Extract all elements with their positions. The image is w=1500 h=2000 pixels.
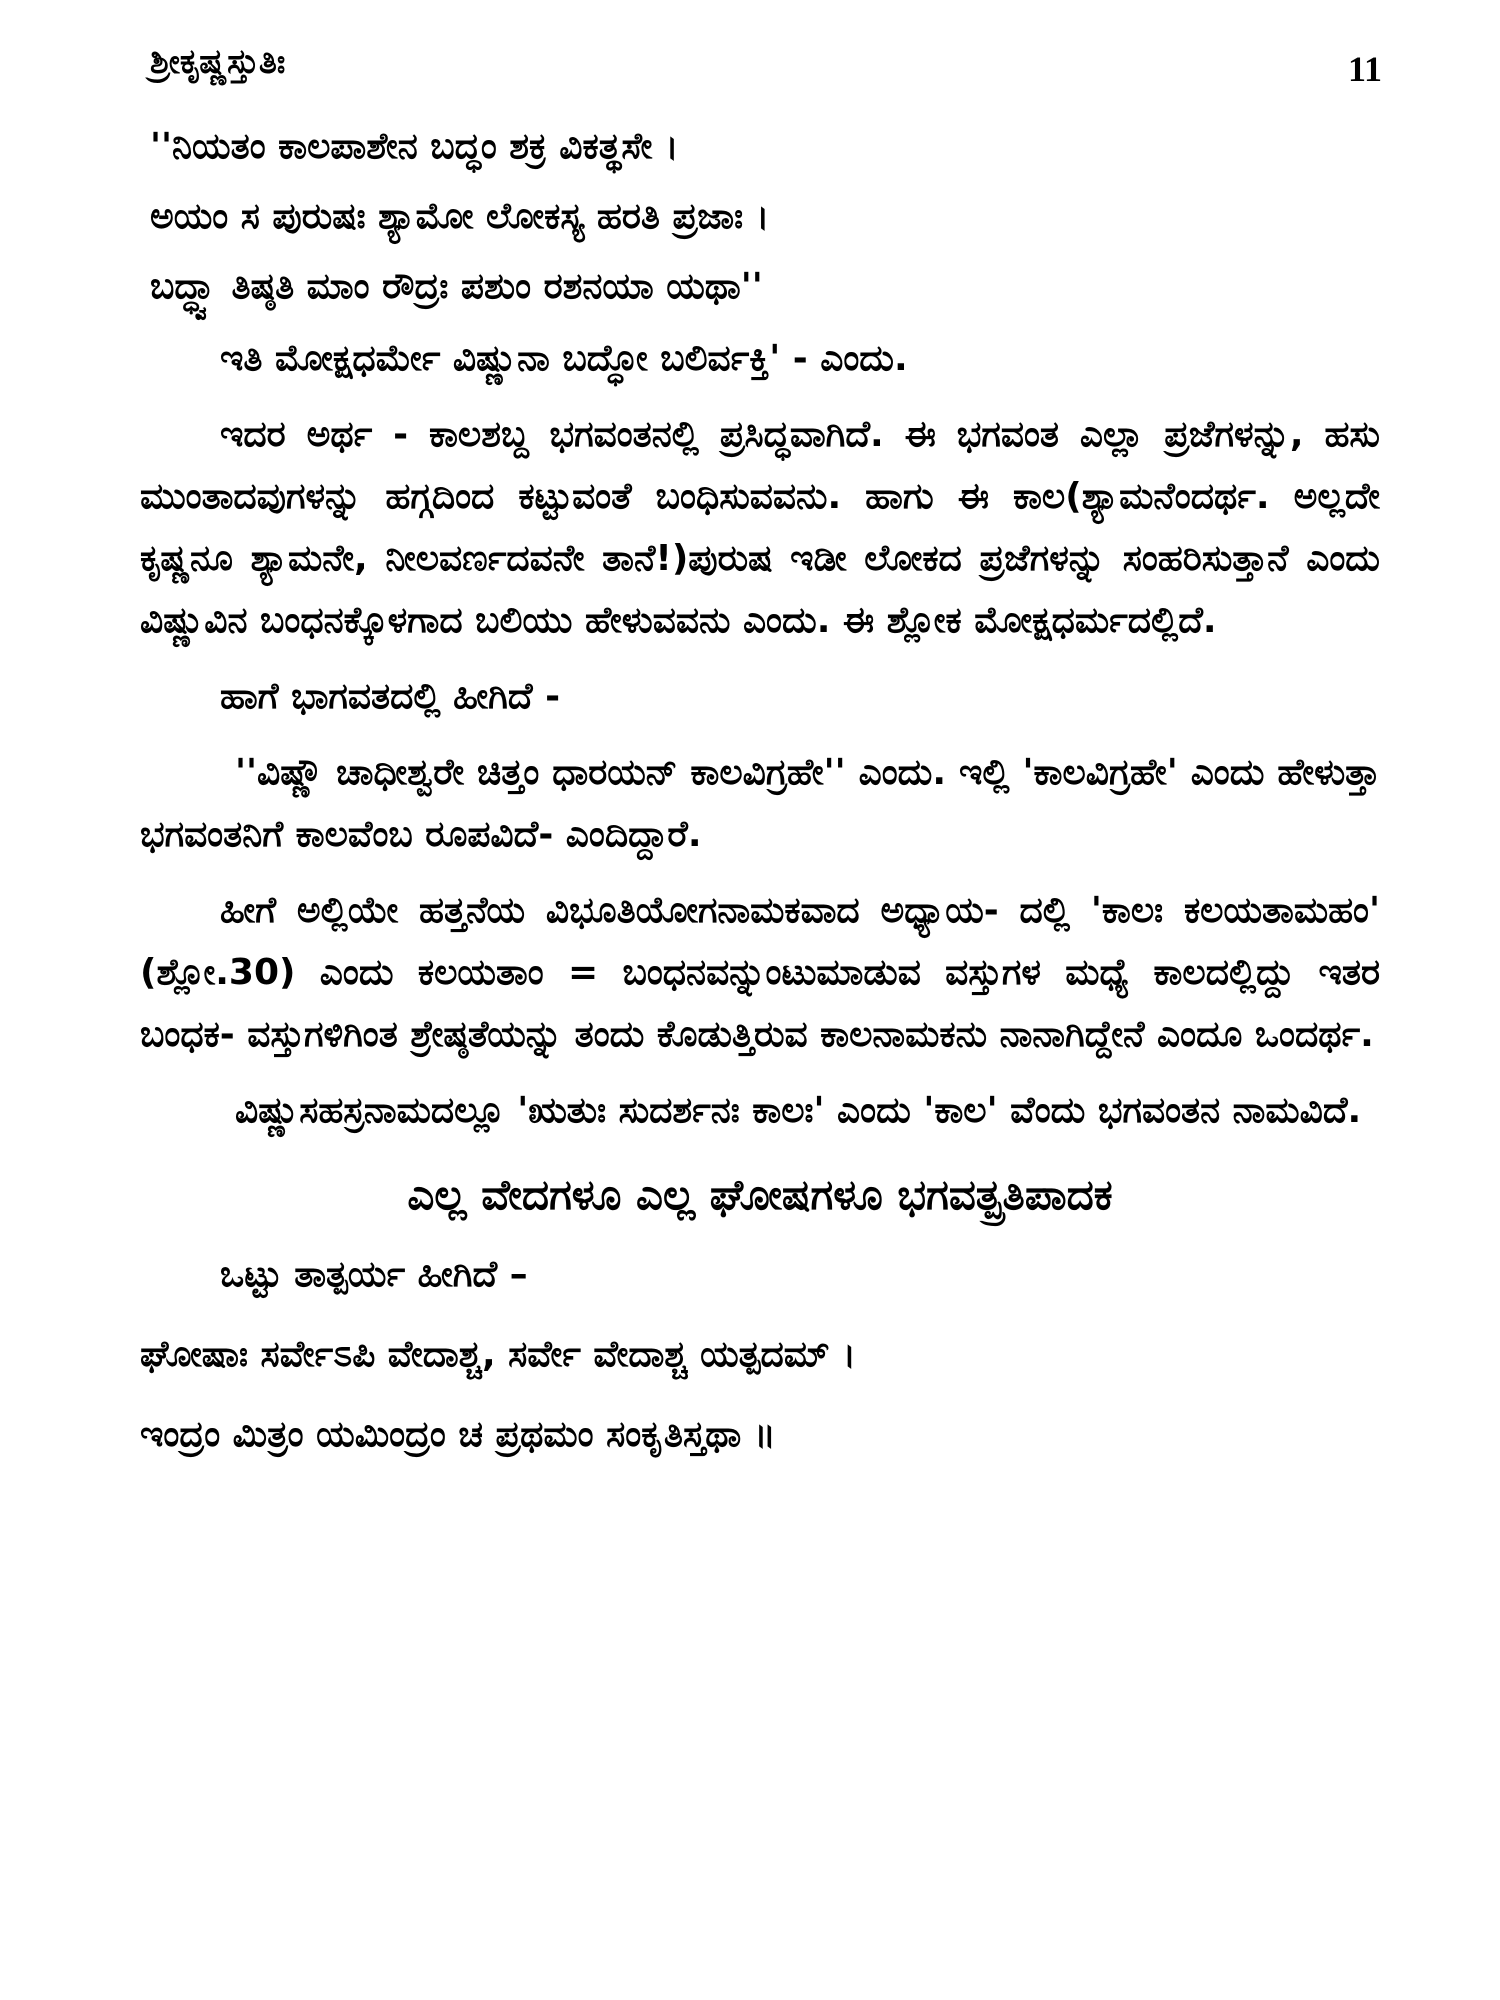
verse-line: ಅಯಂ ಸ ಪುರುಷಃ ಶ್ಯಾಮೋ ಲೋಕಸ್ಯ ಹರತಿ ಪ್ರಜಾಃ । bbox=[150, 196, 770, 237]
paragraph-bhagavata-quote: ''ವಿಷ್ಣೌ ಚಾಧೀಶ್ವರೇ ಚಿತ್ತಂ ಧಾರಯನ್ ಕಾಲವಿಗ್ರಹೇ'' ಎಂದು. ಇಲ್ಲಿ 'ಕಾಲವಿಗ್ರಹೇ' ಎಂದು ಹೇಳುತ್ತಾ ಭಗವಂತನಿಗೆ ಕಾಲವೆಂಬ ರೂಪವಿದೆ- ಎಂದಿದ್ದಾರೆ. bbox=[140, 752, 1380, 855]
paragraph-bhagavata-intro: ಹಾಗೆ ಭಾಗವತದಲ್ಲಿ ಹೀಗಿದೆ - bbox=[220, 676, 561, 717]
page-number: 11 bbox=[1347, 49, 1382, 89]
final-verse-block bbox=[140, 1324, 1380, 1466]
verse-line: ಬದ್ಧ್ವಾ ತಿಷ್ಠತಿ ಮಾಂ ರೌದ್ರಃ ಪಶುಂ ರಶನಯಾ ಯಥಾ'' bbox=[150, 266, 763, 307]
running-header-title: ಶ್ರೀಕೃಷ್ಣಸ್ತುತಿಃ bbox=[150, 42, 286, 82]
page-body bbox=[140, 118, 1380, 1480]
paragraph-citation: ಇತಿ ಮೋಕ್ಷಧರ್ಮೇ ವಿಷ್ಣುನಾ ಬದ್ಧೋ ಬಲಿರ್ವಕ್ತಿ' - ಎಂದು. bbox=[220, 338, 908, 379]
verse-line: ಇಂದ್ರಂ ಮಿತ್ರಂ ಯಮಿಂದ್ರಂ ಚ ಪ್ರಥಮಂ ಸಂಕೃತಿಸ್ತಥಾ ॥ bbox=[140, 1414, 776, 1455]
section-heading: ಎಲ್ಲ ವೇದಗಳೂ ಎಲ್ಲ ಘೋಷಗಳೂ ಭಗವತ್ಪ್ರತಿಪಾದಕ bbox=[407, 1170, 1113, 1219]
paragraph-meaning: ಇದರ ಅರ್ಥ - ಕಾಲಶಬ್ದ ಭಗವಂತನಲ್ಲಿ ಪ್ರಸಿದ್ಧವಾಗಿದೆ. ಈ ಭಗವಂತ ಎಲ್ಲಾ ಪ್ರಜೆಗಳನ್ನು, ಹಸು ಮುಂತಾದವುಗಳನ್ನು ಹಗ್ಗದಿಂದ ಕಟ್ಟುವಂತೆ ಬಂಧಿಸುವವನು. ಹಾಗು ಈ ಕಾಲ(ಶ್ಯಾಮನೆಂದರ್ಥ. ಅಲ್ಲದೇ ಕೃಷ್ಣನೂ ಶ್ಯಾಮನೇ, ನೀಲವರ್ಣದವನೇ ತಾನೆ!)ಪುರುಷ ಇಡೀ ಲೋಕದ ಪ್ರಜೆಗಳನ್ನು ಸಂಹರಿಸುತ್ತಾನೆ ಎಂದು ವಿಷ್ಣುವಿನ ಬಂಧನಕ್ಕೊಳಗಾದ ಬಲಿಯು ಹೇಳುವವನು ಎಂದು. ಈ ಶ್ಲೋಕ ಮೋಕ್ಷಧರ್ಮದಲ್ಲಿದೆ. bbox=[140, 414, 1380, 641]
verse-block bbox=[140, 118, 1380, 316]
verse-line: ''ನಿಯತಂ ಕಾಲಪಾಶೇನ ಬದ್ಧಂ ಶಕ್ರ ವಿಕತ್ಥಸೇ । bbox=[150, 126, 679, 167]
section-intro: ಒಟ್ಟು ತಾತ್ಪರ್ಯ ಹೀಗಿದೆ – bbox=[220, 1254, 528, 1295]
verse-line: ಘೋಷಾಃ ಸರ್ವೇಽಪಿ ವೇದಾಶ್ಚ, ಸರ್ವೇ ವೇದಾಶ್ಚ ಯತ್ಪದಮ್ । bbox=[140, 1334, 856, 1375]
paragraph-sahasranama: ವಿಷ್ಣುಸಹಸ್ರನಾಮದಲ್ಲೂ 'ಋತುಃ ಸುದರ್ಶನಃ ಕಾಲಃ' ಎಂದು 'ಕಾಲ' ವೆಂದು ಭಗವಂತನ ನಾಮವಿದೆ. bbox=[235, 1090, 1362, 1131]
paragraph-vibhuti-yoga: ಹೀಗೆ ಅಲ್ಲಿಯೇ ಹತ್ತನೆಯ ವಿಭೂತಿಯೋಗನಾಮಕವಾದ ಅಧ್ಯಾಯ- ದಲ್ಲಿ 'ಕಾಲಃ ಕಲಯತಾಮಹಂ' (ಶ್ಲೋ.30) ಎಂದು ಕಲಯತಾಂ = ಬಂಧನವನ್ನುಂಟುಮಾಡುವ ವಸ್ತುಗಳ ಮಧ್ಯೆ ಕಾಲದಲ್ಲಿದ್ದು ಇತರ ಬಂಧಕ- ವಸ್ತುಗಳಿಗಿಂತ ಶ್ರೇಷ್ಠತೆಯನ್ನು ತಂದು ಕೊಡುತ್ತಿರುವ ಕಾಲನಾಮಕನು ನಾನಾಗಿದ್ದೇನೆ ಎಂದೂ ಒಂದರ್ಥ. bbox=[140, 890, 1380, 1055]
